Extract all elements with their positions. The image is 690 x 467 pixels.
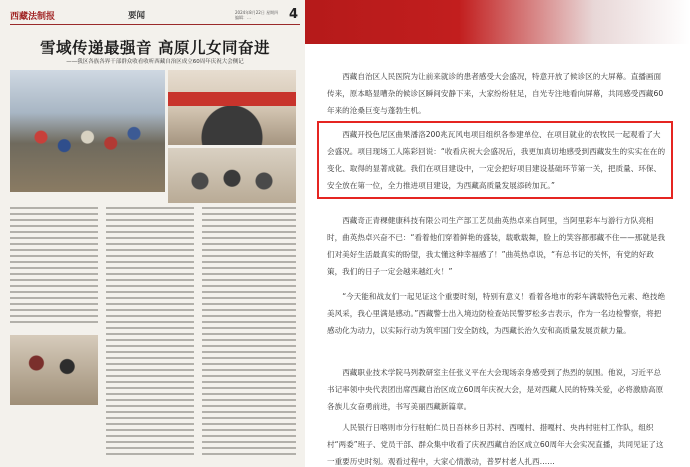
newspaper-headline: 雪域传递最强音 高原儿女同奋进 <box>40 38 270 57</box>
newspaper-page-number: 4 <box>288 7 298 22</box>
article-paragraph: 西藏职业技术学院马列教研室主任张义平在大会现场亲身感受到了热烈的氛围。他说，习近平总书记率领中央代表团出席西藏自治区成立60周年庆祝大会，是对西藏人民的特殊关爱，必将激励高原各族儿女奋勇前进，书写美丽西藏新篇章。 <box>327 368 664 411</box>
newspaper-text-column <box>106 207 194 455</box>
newspaper-section: 要闻 <box>128 11 146 21</box>
newspaper-page-image <box>0 0 305 467</box>
newspaper-meta-line: 编辑：… <box>235 15 251 20</box>
highlight-box <box>317 121 673 199</box>
newspaper-text-column <box>10 207 98 327</box>
newspaper-photo-crowd <box>10 70 165 192</box>
article-paragraph: 人民银行日喀则市分行驻帕仁员日吾林乡日苏村、西嘎村、措嘎村、央冉村驻村工作队，组织村“两委”班子、党员干部、群众集中收看了庆祝西藏自治区成立60周年大会实况直播，共同见证了这一重要历史时刻。观看过程中，大家心情激动，普罗村老人扎西…… <box>327 423 664 466</box>
newspaper-brand: 西藏法制报 <box>10 12 56 22</box>
newspaper-subheadline: ——我区各族各界干部群众收看收听西藏自治区成立60周年庆祝大会侧记 <box>66 59 244 65</box>
article-panel <box>305 0 690 467</box>
newspaper-meta-line: 2024年8月22日 星期四 <box>235 10 279 15</box>
newspaper-text-column <box>202 207 296 455</box>
newspaper-meta <box>235 10 290 20</box>
red-banner <box>305 0 690 44</box>
article-paragraph: 西藏自治区人民医院为让前来就诊的患者感受大会盛况，特意开放了候诊区的大屏幕。直播画面传来，原本略显嘈杂的候诊区瞬间安静下来，大家纷纷驻足，自光专注地看向屏幕，共同感受西藏60年来的沧桑巨变与蓬勃生机。 <box>327 72 664 115</box>
article-paragraph: “今天能和战友们一起见证这个重要时刻，特别有意义！看着各地市的彩车满载特色元素、绝技绝美风采，我心里满是感动。”西藏警士出入境边防检查站民警罗松多吉表示，作为一名边检警察，将把感动化为动力，以实际行动为筑牢国门安全防线，为西藏长治久安和高质量发展贡献力量。 <box>327 292 666 335</box>
newspaper-masthead <box>10 8 300 25</box>
newspaper-photo-audience <box>168 148 296 203</box>
newspaper-photo-viewers <box>10 335 98 405</box>
newspaper-photo-stage <box>168 70 296 145</box>
article-paragraph-highlighted: 西藏开投色尼区曲果潘洛200兆瓦风电项目组织各参建单位、在项目就业的农牧民一起观看了大会盛况。项目现场工人陈彩回说：“收看庆祝大会盛况后，我更加真切地感受到西藏发生的实实在在的变化、取得的显著成就。我们在项目建设中，一定会把好项目建设基础环节第一关，把质量、环保、安全放在第一位，全力推进项目建设，为西藏高质量发展添砖加瓦。” <box>327 130 666 190</box>
article-paragraph: 西藏奇正青稞健康科技有限公司生产部工艺员曲英热卓来自阿里，当阿里彩车与游行方队亮相时，曲英热卓兴奋不已：“看着他们穿着鲜艳的盛装，载歌载舞，脸上的笑容都那藏不住——那就是我们对美好生活最真实的盼望，我太懂这种幸福感了！”曲英热卓说，“有总书记的关怀，有党的好政策，我们的日子一定会越来越红火！” <box>327 216 666 276</box>
